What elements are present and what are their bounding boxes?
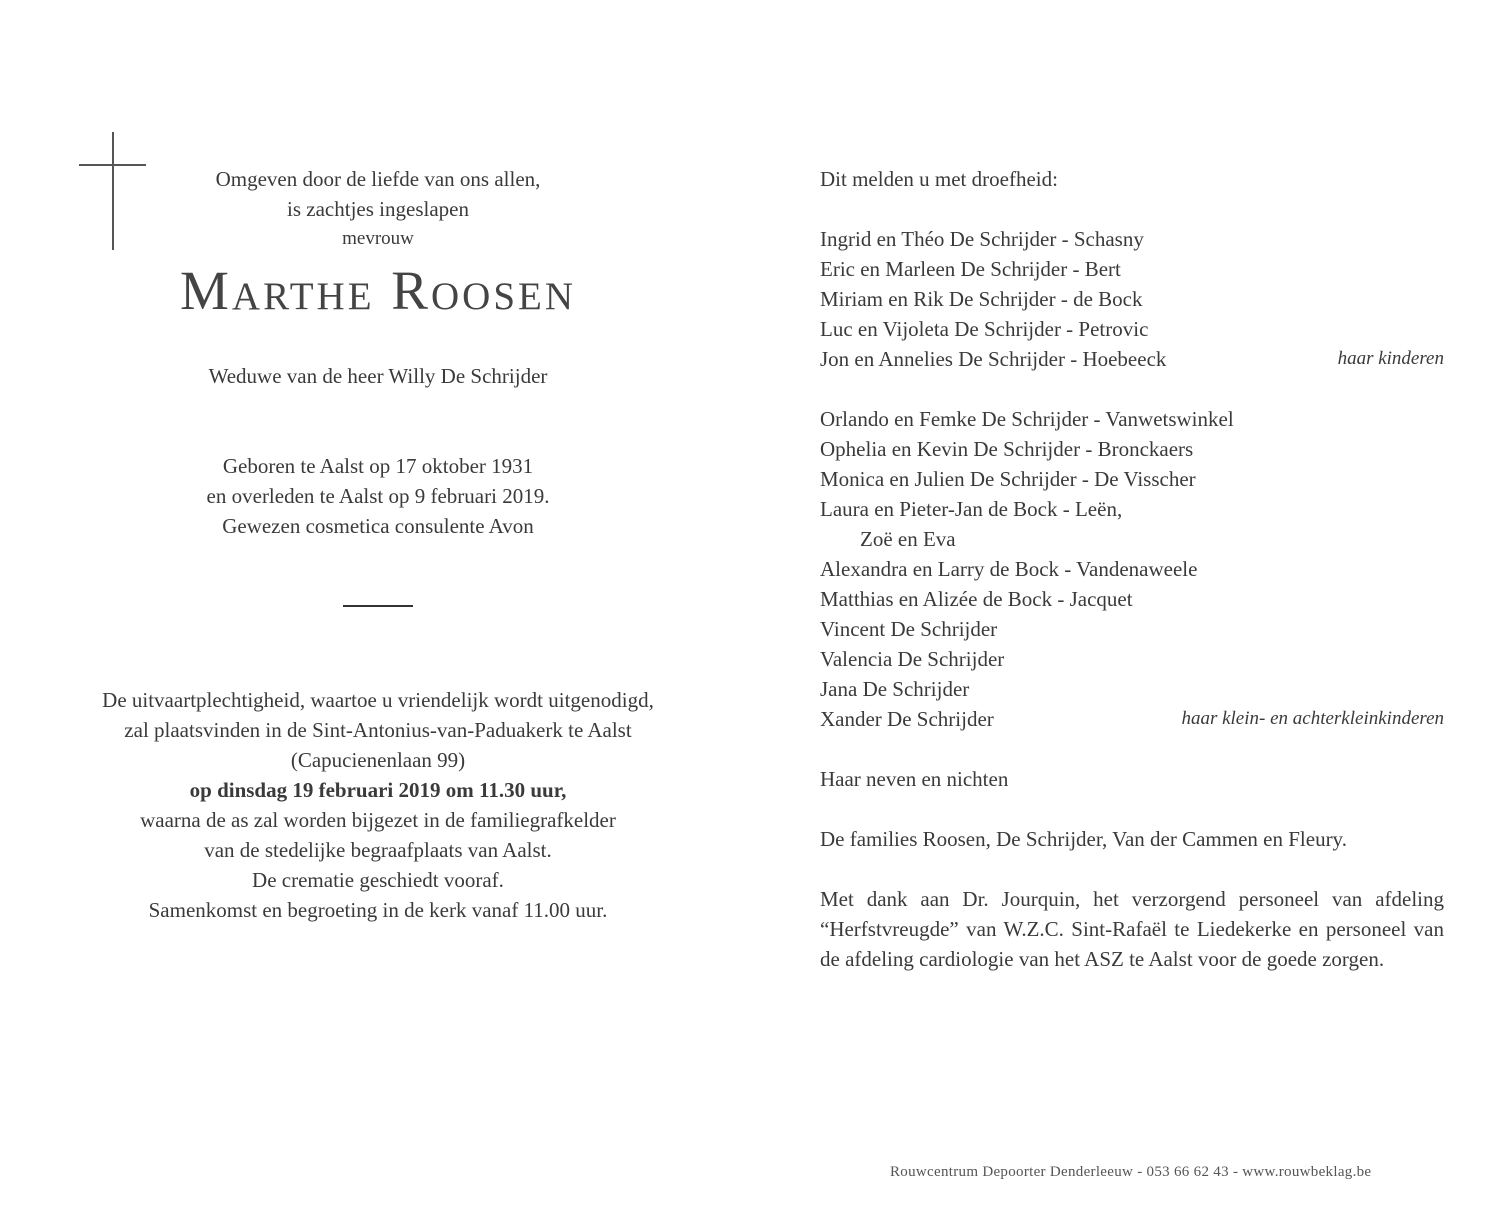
divider	[343, 605, 413, 607]
right-column	[820, 164, 1444, 974]
intro-line: is zachtjes ingeslapen	[287, 197, 469, 221]
list-item: Valencia De Schrijder	[820, 647, 1005, 671]
list-item: Jana De Schrijder	[820, 677, 970, 701]
ceremony-date: op dinsdag 19 februari 2019 om 11.30 uur,	[189, 777, 567, 802]
widow-line: Weduwe van de heer Willy De Schrijder	[208, 363, 548, 388]
list-item: Jon en Annelies De Schrijder - Hoebeeck	[820, 347, 1167, 371]
honorific: mevrouw	[342, 228, 414, 249]
list-item: Vincent De Schrijder	[820, 617, 998, 641]
ceremony-line: De uitvaartplechtigheid, waartoe u vriendelijk wordt uitgenodigd,	[102, 687, 654, 712]
list-item: Monica en Julien De Schrijder - De Visscher	[820, 467, 1196, 491]
birth-death-info	[60, 451, 696, 511]
announcement-intro: Dit melden u met droefheid:	[820, 167, 1058, 191]
ceremony-line: van de stedelijke begraafplaats van Aalst.	[204, 837, 552, 862]
gathering-note: Samenkomst en begroeting in de kerk vanaf 11.00 uur.	[148, 897, 608, 922]
list-item: Zoë en Eva	[860, 527, 956, 551]
ceremony-line: (Capucienenlaan 99)	[290, 747, 466, 772]
left-column	[60, 164, 696, 925]
death-line: en overleden te Aalst op 9 februari 2019.	[206, 483, 550, 508]
ceremony-info	[60, 685, 696, 865]
grandchildren-list	[820, 404, 1444, 734]
list-item: Matthias en Alizée de Bock - Jacquet	[820, 587, 1133, 611]
list-item: Ingrid en Théo De Schrijder - Schasny	[820, 227, 1144, 251]
deceased-name: Marthe Roosen	[180, 260, 576, 321]
families-line: De families Roosen, De Schrijder, Van der Cammen en Fleury.	[820, 827, 1347, 851]
list-item: Luc en Vijoleta De Schrijder - Petrovic	[820, 317, 1149, 341]
list-item: Alexandra en Larry de Bock - Vandenaweele	[820, 557, 1198, 581]
thanks-paragraph: Met dank aan Dr. Jourquin, het verzorgend personeel van afdeling “Herfstvreugde” van W.Z.C. Sint-Rafaël te Liedekerke en personeel van de afdeling cardiologie van het ASZ te Aalst voor de goede zorgen.	[820, 887, 1444, 971]
children-label: haar kinderen	[1337, 348, 1444, 369]
list-item: Laura en Pieter-Jan de Bock - Leën,	[820, 497, 1123, 521]
footer-credit: Rouwcentrum Depoorter Denderleeuw - 053 66 62 43 - www.rouwbeklag.be	[890, 1164, 1372, 1180]
ceremony-line: zal plaatsvinden in de Sint-Antonius-van-Paduakerk te Aalst	[124, 717, 632, 742]
list-item: Miriam en Rik De Schrijder - de Bock	[820, 287, 1143, 311]
intro-line: Omgeven door de liefde van ons allen,	[215, 167, 541, 191]
intro-text	[60, 164, 696, 224]
children-list	[820, 224, 1444, 374]
list-item: Ophelia en Kevin De Schrijder - Bronckaers	[820, 437, 1194, 461]
birth-line: Geboren te Aalst op 17 oktober 1931	[222, 453, 534, 478]
grandchildren-label: haar klein- en achterkleinkinderen	[1181, 708, 1444, 729]
list-item: Orlando en Femke De Schrijder - Vanwetswinkel	[820, 407, 1234, 431]
occupation: Gewezen cosmetica consulente Avon	[222, 513, 534, 538]
list-item: Xander De Schrijder	[820, 707, 994, 731]
cremation-note: De crematie geschiedt vooraf.	[252, 867, 504, 892]
ceremony-line: waarna de as zal worden bijgezet in de familiegrafkelder	[140, 807, 616, 832]
cousins-line: Haar neven en nichten	[820, 767, 1009, 791]
list-item: Eric en Marleen De Schrijder - Bert	[820, 257, 1121, 281]
